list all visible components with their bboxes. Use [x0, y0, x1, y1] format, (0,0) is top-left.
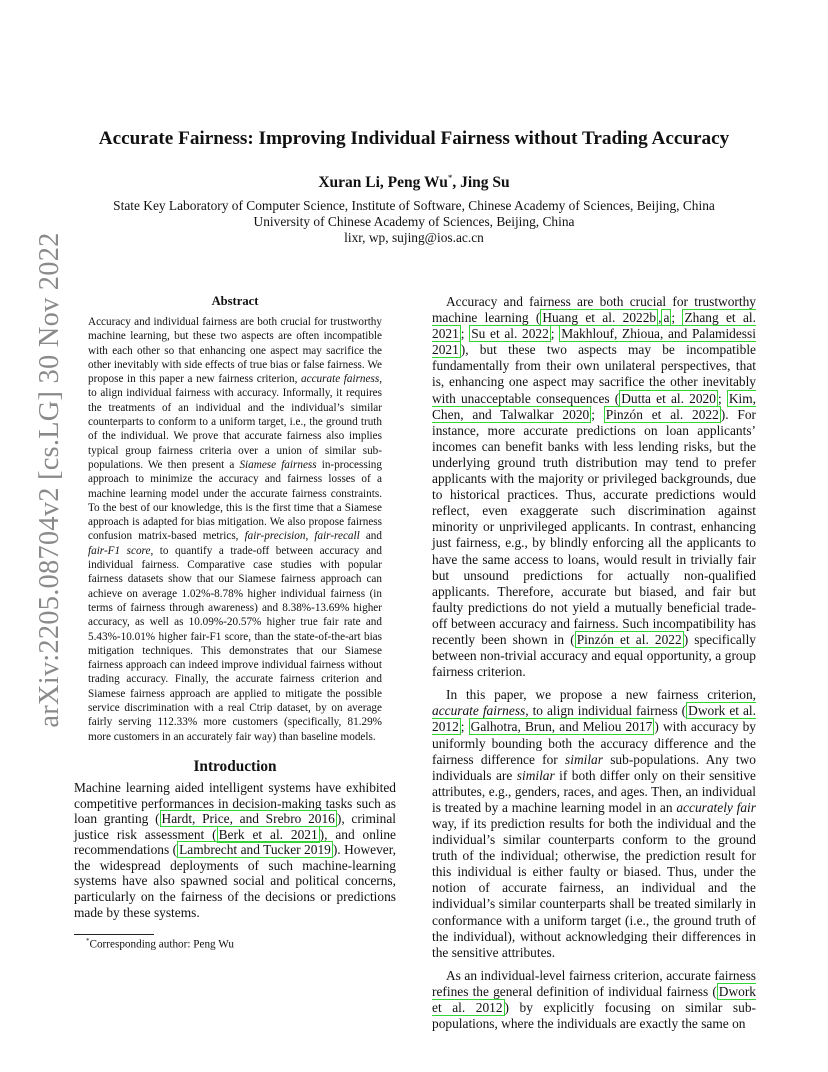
abstract-emphasis: fair-recall: [314, 530, 360, 543]
citation-link[interactable]: Dutta et al. 2020: [621, 390, 716, 406]
emphasis-text: similar: [516, 767, 555, 783]
corresponding-mark: *: [447, 173, 453, 183]
body-text: ), and online recommendations (: [74, 826, 397, 858]
body-text: ;: [717, 390, 722, 406]
abstract-heading: Abstract: [211, 294, 259, 308]
author-list: [0, 173, 828, 192]
body-text: ;: [591, 406, 595, 422]
body-paragraph: [432, 687, 756, 961]
affiliation-line: University of Chinese Academy of Sciences, Beijing, China: [253, 214, 575, 229]
body-text: ) by explicitly focusing on similar sub-populations, where the individuals are exactly the same on: [432, 1000, 756, 1032]
citation-link[interactable]: a: [663, 310, 670, 326]
body-text: ;: [671, 310, 676, 326]
body-text: way, if its prediction results for both the individual and the individual’s similar counterparts conform to the ground truth of the individual; otherwise, the prediction result for this individual is either faulty or biased. Thus, under the notion of accurate fairness, an individual and the individual’s similar counterparts shall be treated similarly in conformance with a uniform target (i.e., the ground truth of the individual), without acknowledging their differences in the sensitive attributes.: [432, 816, 756, 960]
arxiv-identifier-margin: [28, 232, 72, 728]
body-text: Accuracy and fairness are both crucial for trustworthy machine learning (: [432, 294, 756, 326]
abstract-emphasis: Siamese fairness: [239, 458, 317, 471]
right-column: [432, 294, 756, 1039]
author-names-rest: , Jing Su: [452, 174, 510, 192]
citation-link[interactable]: Kim, Chen, and Talwalkar 2020: [432, 390, 756, 422]
footnote-mark: *: [86, 937, 90, 945]
citation-link[interactable]: Galhotra, Brun, and Meliou 2017: [470, 719, 653, 735]
body-text: Machine learning aided intelligent systems have exhibited competitive performances in decision-making tasks such as loan granting (: [74, 779, 396, 827]
body-paragraph: [432, 294, 756, 680]
footnote: [86, 937, 234, 951]
emphasis-text: accurately fair: [676, 799, 756, 815]
body-paragraph: [432, 968, 756, 1032]
body-text: ;: [460, 719, 465, 735]
abstract-emphasis: fair-F1 score: [88, 544, 151, 557]
body-text: sub-populations. Any two individuals are: [432, 751, 756, 783]
body-text: ). For instance, more accurate predictions on loan applicants’ incomes can benefit banks with less lending risks, but the underlying ground truth distribution may tend to prefer applicants with the majority or privileged backgrounds, due to historical practices. Thus, accurate predictions would reflect, even exaggerate such discrimination against minority or unprivileged applicants. In contrast, enhancing just fairness, e.g., by blindly enforcing all the applicants to have the same access to loans, would result in trivially fair but unsound predictions for actually non-qualified applicants. Therefore, accurate but biased, and fair but faulty predictions do not yield a mutually beneficial trade-off between accuracy and fairness. Such incompatibility has recently been shown in (: [432, 406, 756, 647]
body-text: , to align individual fairness (: [525, 703, 687, 719]
abstract-text: , to quantify a trade-off between accuracy and individual fairness. Comparative case studies with popular fairness datasets show that our Siamese fairness approach can achieve on average 1.02%-8.78% higher individual fairness (in terms of fairness through awareness) and 8.38%-13.69% higher accuracy, as well as 10.09%-20.57% higher true fair rate and 5.43%-10.01% higher fair-F1 score, than the state-of-the-art bias mitigation techniques. This demonstrates that our Siamese fairness approach can indeed improve individual fairness without trading accuracy. Finally, the accurate fairness criterion and Siamese fairness approach are applied to mitigate the possible service discrimination with a real Ctrip dataset, by on average fairly serving 112.33% more customers (specifically, 81.29% more customers in an accurately fair way) than baseline models.: [88, 544, 382, 743]
footnote-rule: [74, 934, 154, 935]
citation-link[interactable]: Dwork et al. 2012: [432, 703, 757, 735]
affiliations: [0, 198, 828, 246]
left-column: [74, 294, 396, 920]
footnote-text: Corresponding author: Peng Wu: [89, 938, 234, 951]
body-text: ) specifically between non-trivial accuracy and equal opportunity, a group fairness criterion.: [432, 631, 756, 680]
citation-link[interactable]: Makhlouf, Zhioua, and Palamidessi 2021: [432, 326, 756, 358]
body-text: ;: [460, 326, 465, 342]
arxiv-identifier: arXiv:2205.08704v2 [cs.LG] 30 Nov 2022: [34, 232, 65, 728]
abstract-text: , to align individual fairness with accuracy. Informally, it requires the treatments of an individual and the individual’s similar counterparts to conform to a uniform target, i.e., the ground truth of the individual. We prove that accurate fairness also implies typical group fairness criteria over a union of similar sub-populations. We then present a: [88, 373, 382, 471]
author-names: Xuran Li, Peng Wu: [318, 174, 448, 192]
body-text: ;: [550, 326, 555, 342]
citation-link[interactable]: Berk et al. 2021: [218, 826, 318, 842]
body-text: In this paper, we propose a new fairness criterion,: [446, 687, 756, 703]
author-emails: lixr, wp, sujing@ios.ac.cn: [344, 230, 484, 245]
introduction-heading: Introduction: [193, 757, 277, 775]
body-text: ,: [658, 310, 662, 326]
body-text: ), but these two aspects may be incompatible fundamentally from their own unilateral perspectives, that is, enhancing one aspect may sacrifice the other inevitably with unacceptable consequences (: [432, 342, 756, 406]
body-text: As an individual-level fairness criterion, accurate fairness refines the general definition of individual fairness (: [432, 967, 756, 999]
body-text: ), criminal justice risk assessment (: [74, 811, 397, 842]
body-text: ) with accuracy by uniformly bounding both the accuracy difference and the fairness difference for: [432, 719, 756, 767]
abstract-text: Accuracy and individual fairness are both crucial for trustworthy machine learning, but these two aspects are often incompatible with each other so that enhancing one aspect may sacrifice the other inevitably with side effects of true bias or false fairness. We propose in this paper a new fairness criterion,: [88, 316, 382, 386]
abstract-text: and: [365, 530, 382, 543]
citation-link[interactable]: Zhang et al. 2021: [432, 310, 756, 342]
abstract-body: [88, 315, 382, 744]
paper-title: Accurate Fairness: Improving Individual Fairness without Trading Accuracy: [98, 128, 730, 149]
citation-link[interactable]: Lambrecht and Tucker 2019: [179, 842, 331, 858]
citation-link[interactable]: Pinzón et al. 2022: [576, 631, 682, 647]
citation-link[interactable]: Pinzón et al. 2022: [605, 406, 719, 422]
abstract-emphasis: accurate fairness: [301, 373, 380, 386]
introduction-paragraph: [74, 780, 396, 920]
body-text: ). However, the widespread deployments of such machine-learning systems have also spawned social and political concerns, particularly on the fairness of the decisions or predictions made by these systems.: [74, 842, 397, 920]
emphasis-text: accurate fairness: [432, 703, 526, 719]
body-text: if both differ only on their sensitive attributes, e.g., genders, races, and ages. Then, an individual is treated by a machine learning model in an: [432, 767, 756, 815]
emphasis-text: similar: [565, 751, 603, 767]
citation-link[interactable]: Huang et al. 2022b: [542, 310, 657, 326]
citation-link[interactable]: Su et al. 2022: [471, 326, 549, 342]
citation-link[interactable]: Dwork et al. 2012: [432, 983, 756, 1016]
abstract-emphasis: fair-precision: [244, 530, 306, 543]
affiliation-line: State Key Laboratory of Computer Science, Institute of Software, Chinese Academy of Sciences, Beijing, China: [113, 198, 715, 213]
abstract-text: ,: [305, 530, 309, 543]
abstract-text: in-processing approach to minimize the accuracy and fairness losses of a machine learning model under the accurate fairness constraints. To the best of our knowledge, this is the first time that a Siamese approach is adapted for bias mitigation. We also propose fairness confusion matrix-based metrics,: [88, 458, 382, 543]
citation-link[interactable]: Hardt, Price, and Srebro 2016: [161, 811, 335, 827]
